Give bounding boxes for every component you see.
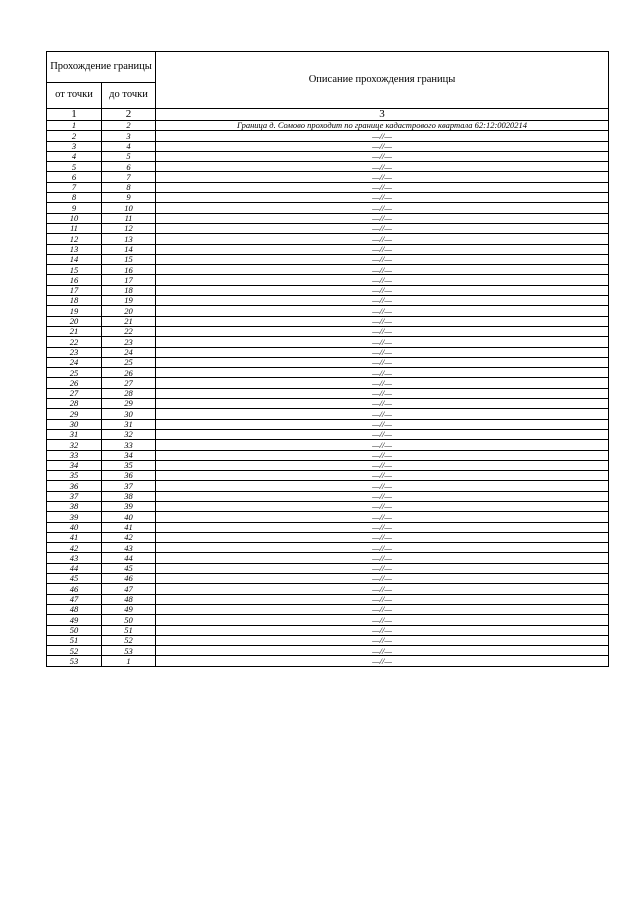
column-number-1: 1 <box>47 109 102 121</box>
to-point-cell: 23 <box>102 337 156 347</box>
to-point-cell: 44 <box>102 553 156 563</box>
from-point-cell: 27 <box>47 388 102 398</box>
description-cell: —//— <box>156 532 609 542</box>
table-row <box>47 357 609 367</box>
to-point-cell: 1 <box>102 656 156 666</box>
table-row <box>47 440 609 450</box>
to-point-cell: 22 <box>102 326 156 336</box>
description-cell: —//— <box>156 141 609 151</box>
to-point-cell: 42 <box>102 532 156 542</box>
description-cell: —//— <box>156 399 609 409</box>
description-cell: —//— <box>156 306 609 316</box>
description-cell: —//— <box>156 522 609 532</box>
from-point-cell: 47 <box>47 594 102 604</box>
to-point-cell: 37 <box>102 481 156 491</box>
table-row <box>47 234 609 244</box>
from-point-cell: 4 <box>47 151 102 161</box>
from-point-cell: 5 <box>47 162 102 172</box>
column-number-2: 2 <box>102 109 156 121</box>
to-point-cell: 29 <box>102 399 156 409</box>
description-cell: —//— <box>156 151 609 161</box>
description-cell: —//— <box>156 234 609 244</box>
from-point-cell: 18 <box>47 296 102 306</box>
to-point-cell: 2 <box>102 121 156 131</box>
description-cell: —//— <box>156 254 609 264</box>
to-point-cell: 49 <box>102 604 156 614</box>
table-row <box>47 553 609 563</box>
from-point-cell: 43 <box>47 553 102 563</box>
description-cell: —//— <box>156 615 609 625</box>
from-point-cell: 40 <box>47 522 102 532</box>
table-row <box>47 656 609 666</box>
table-row <box>47 193 609 203</box>
table-row <box>47 604 609 614</box>
table-body <box>47 52 609 667</box>
from-point-cell: 33 <box>47 450 102 460</box>
from-point-cell: 25 <box>47 368 102 378</box>
to-point-cell: 18 <box>102 285 156 295</box>
from-point-cell: 46 <box>47 584 102 594</box>
description-cell: —//— <box>156 635 609 645</box>
to-point-cell: 6 <box>102 162 156 172</box>
table-row <box>47 275 609 285</box>
table-row <box>47 131 609 141</box>
description-cell: —//— <box>156 357 609 367</box>
table-row <box>47 182 609 192</box>
to-point-cell: 41 <box>102 522 156 532</box>
to-point-cell: 43 <box>102 543 156 553</box>
description-cell: —//— <box>156 512 609 522</box>
from-point-cell: 23 <box>47 347 102 357</box>
to-point-cell: 52 <box>102 635 156 645</box>
from-point-cell: 12 <box>47 234 102 244</box>
description-cell: —//— <box>156 460 609 470</box>
to-point-cell: 3 <box>102 131 156 141</box>
from-point-cell: 35 <box>47 471 102 481</box>
table-row <box>47 501 609 511</box>
from-point-cell: 19 <box>47 306 102 316</box>
from-point-cell: 1 <box>47 121 102 131</box>
from-point-cell: 30 <box>47 419 102 429</box>
from-point-cell: 15 <box>47 265 102 275</box>
from-point-cell: 20 <box>47 316 102 326</box>
table-row <box>47 151 609 161</box>
description-cell: —//— <box>156 481 609 491</box>
to-point-cell: 27 <box>102 378 156 388</box>
table-row <box>47 254 609 264</box>
table-row <box>47 481 609 491</box>
to-point-cell: 24 <box>102 347 156 357</box>
to-point-cell: 15 <box>102 254 156 264</box>
to-point-cell: 36 <box>102 471 156 481</box>
to-point-cell: 40 <box>102 512 156 522</box>
to-point-cell: 8 <box>102 182 156 192</box>
from-point-cell: 41 <box>47 532 102 542</box>
from-point-cell: 39 <box>47 512 102 522</box>
description-cell: —//— <box>156 347 609 357</box>
from-point-cell: 6 <box>47 172 102 182</box>
description-cell: —//— <box>156 646 609 656</box>
from-point-cell: 51 <box>47 635 102 645</box>
table-row <box>47 574 609 584</box>
table-row <box>47 543 609 553</box>
from-point-cell: 42 <box>47 543 102 553</box>
table-row <box>47 213 609 223</box>
to-point-cell: 13 <box>102 234 156 244</box>
to-point-cell: 10 <box>102 203 156 213</box>
table-row <box>47 471 609 481</box>
from-point-cell: 53 <box>47 656 102 666</box>
from-point-cell: 36 <box>47 481 102 491</box>
description-cell: —//— <box>156 388 609 398</box>
description-cell: —//— <box>156 563 609 573</box>
description-cell: —//— <box>156 193 609 203</box>
to-point-cell: 33 <box>102 440 156 450</box>
description-cell: —//— <box>156 296 609 306</box>
to-point-cell: 25 <box>102 357 156 367</box>
to-point-cell: 26 <box>102 368 156 378</box>
to-point-cell: 17 <box>102 275 156 285</box>
table-row <box>47 378 609 388</box>
to-point-cell: 32 <box>102 429 156 439</box>
from-point-cell: 45 <box>47 574 102 584</box>
to-point-cell: 38 <box>102 491 156 501</box>
table-row <box>47 409 609 419</box>
description-cell: Граница д. Сомово проходит по границе кадастрового квартала 62:12:0020214 <box>156 121 609 131</box>
description-cell: —//— <box>156 337 609 347</box>
table-row <box>47 141 609 151</box>
description-cell: —//— <box>156 409 609 419</box>
description-cell: —//— <box>156 182 609 192</box>
from-point-cell: 31 <box>47 429 102 439</box>
description-cell: —//— <box>156 574 609 584</box>
table-row <box>47 203 609 213</box>
description-cell: —//— <box>156 162 609 172</box>
to-point-cell: 16 <box>102 265 156 275</box>
table-row <box>47 162 609 172</box>
header-row-1 <box>47 52 609 83</box>
to-point-cell: 47 <box>102 584 156 594</box>
from-point-cell: 14 <box>47 254 102 264</box>
table-row <box>47 646 609 656</box>
to-point-cell: 46 <box>102 574 156 584</box>
description-cell: —//— <box>156 378 609 388</box>
from-point-cell: 3 <box>47 141 102 151</box>
description-cell: —//— <box>156 440 609 450</box>
description-cell: —//— <box>156 213 609 223</box>
to-point-cell: 31 <box>102 419 156 429</box>
header-from-point: от точки <box>47 83 102 109</box>
from-point-cell: 28 <box>47 399 102 409</box>
table-row <box>47 399 609 409</box>
table-row <box>47 450 609 460</box>
description-cell: —//— <box>156 450 609 460</box>
to-point-cell: 7 <box>102 172 156 182</box>
to-point-cell: 21 <box>102 316 156 326</box>
description-cell: —//— <box>156 223 609 233</box>
description-cell: —//— <box>156 543 609 553</box>
from-point-cell: 49 <box>47 615 102 625</box>
table-row <box>47 337 609 347</box>
to-point-cell: 4 <box>102 141 156 151</box>
from-point-cell: 2 <box>47 131 102 141</box>
to-point-cell: 5 <box>102 151 156 161</box>
to-point-cell: 34 <box>102 450 156 460</box>
from-point-cell: 22 <box>47 337 102 347</box>
table-row <box>47 285 609 295</box>
to-point-cell: 35 <box>102 460 156 470</box>
from-point-cell: 29 <box>47 409 102 419</box>
to-point-cell: 51 <box>102 625 156 635</box>
description-cell: —//— <box>156 131 609 141</box>
table-row <box>47 296 609 306</box>
to-point-cell: 30 <box>102 409 156 419</box>
table-row <box>47 172 609 182</box>
from-point-cell: 16 <box>47 275 102 285</box>
from-point-cell: 9 <box>47 203 102 213</box>
description-cell: —//— <box>156 326 609 336</box>
table-row <box>47 563 609 573</box>
description-cell: —//— <box>156 553 609 563</box>
table-row <box>47 512 609 522</box>
to-point-cell: 12 <box>102 223 156 233</box>
to-point-cell: 48 <box>102 594 156 604</box>
from-point-cell: 26 <box>47 378 102 388</box>
from-point-cell: 44 <box>47 563 102 573</box>
to-point-cell: 20 <box>102 306 156 316</box>
from-point-cell: 37 <box>47 491 102 501</box>
header-boundary-description: Описание прохождения границы <box>156 52 609 109</box>
to-point-cell: 39 <box>102 501 156 511</box>
from-point-cell: 34 <box>47 460 102 470</box>
table-row <box>47 326 609 336</box>
description-cell: —//— <box>156 203 609 213</box>
column-number-row <box>47 109 609 121</box>
to-point-cell: 14 <box>102 244 156 254</box>
table-row <box>47 368 609 378</box>
table-row <box>47 388 609 398</box>
table-row <box>47 419 609 429</box>
from-point-cell: 38 <box>47 501 102 511</box>
table-row <box>47 532 609 542</box>
table-row <box>47 429 609 439</box>
description-cell: —//— <box>156 419 609 429</box>
description-cell: —//— <box>156 275 609 285</box>
table-row <box>47 347 609 357</box>
to-point-cell: 28 <box>102 388 156 398</box>
from-point-cell: 8 <box>47 193 102 203</box>
from-point-cell: 13 <box>47 244 102 254</box>
table-row <box>47 265 609 275</box>
table-row <box>47 522 609 532</box>
table-row <box>47 584 609 594</box>
description-cell: —//— <box>156 656 609 666</box>
column-number-3: 3 <box>156 109 609 121</box>
table-row <box>47 306 609 316</box>
to-point-cell: 9 <box>102 193 156 203</box>
boundary-description-table <box>46 51 609 667</box>
description-cell: —//— <box>156 316 609 326</box>
description-cell: —//— <box>156 501 609 511</box>
to-point-cell: 53 <box>102 646 156 656</box>
description-cell: —//— <box>156 604 609 614</box>
from-point-cell: 52 <box>47 646 102 656</box>
table-row <box>47 121 609 131</box>
from-point-cell: 48 <box>47 604 102 614</box>
to-point-cell: 19 <box>102 296 156 306</box>
description-cell: —//— <box>156 285 609 295</box>
description-cell: —//— <box>156 471 609 481</box>
from-point-cell: 17 <box>47 285 102 295</box>
description-cell: —//— <box>156 265 609 275</box>
from-point-cell: 21 <box>47 326 102 336</box>
from-point-cell: 11 <box>47 223 102 233</box>
table-row <box>47 316 609 326</box>
table-row <box>47 635 609 645</box>
from-point-cell: 32 <box>47 440 102 450</box>
table-row <box>47 244 609 254</box>
table-row <box>47 615 609 625</box>
table-row <box>47 491 609 501</box>
description-cell: —//— <box>156 368 609 378</box>
description-cell: —//— <box>156 584 609 594</box>
description-cell: —//— <box>156 625 609 635</box>
description-cell: —//— <box>156 594 609 604</box>
table-row <box>47 594 609 604</box>
description-cell: —//— <box>156 491 609 501</box>
from-point-cell: 7 <box>47 182 102 192</box>
from-point-cell: 50 <box>47 625 102 635</box>
description-cell: —//— <box>156 244 609 254</box>
header-to-point: до точки <box>102 83 156 109</box>
table-row <box>47 460 609 470</box>
table-row <box>47 625 609 635</box>
to-point-cell: 45 <box>102 563 156 573</box>
to-point-cell: 50 <box>102 615 156 625</box>
from-point-cell: 10 <box>47 213 102 223</box>
table-row <box>47 223 609 233</box>
header-boundary-passage: Прохождение границы <box>47 52 156 83</box>
description-cell: —//— <box>156 172 609 182</box>
description-cell: —//— <box>156 429 609 439</box>
from-point-cell: 24 <box>47 357 102 367</box>
to-point-cell: 11 <box>102 213 156 223</box>
